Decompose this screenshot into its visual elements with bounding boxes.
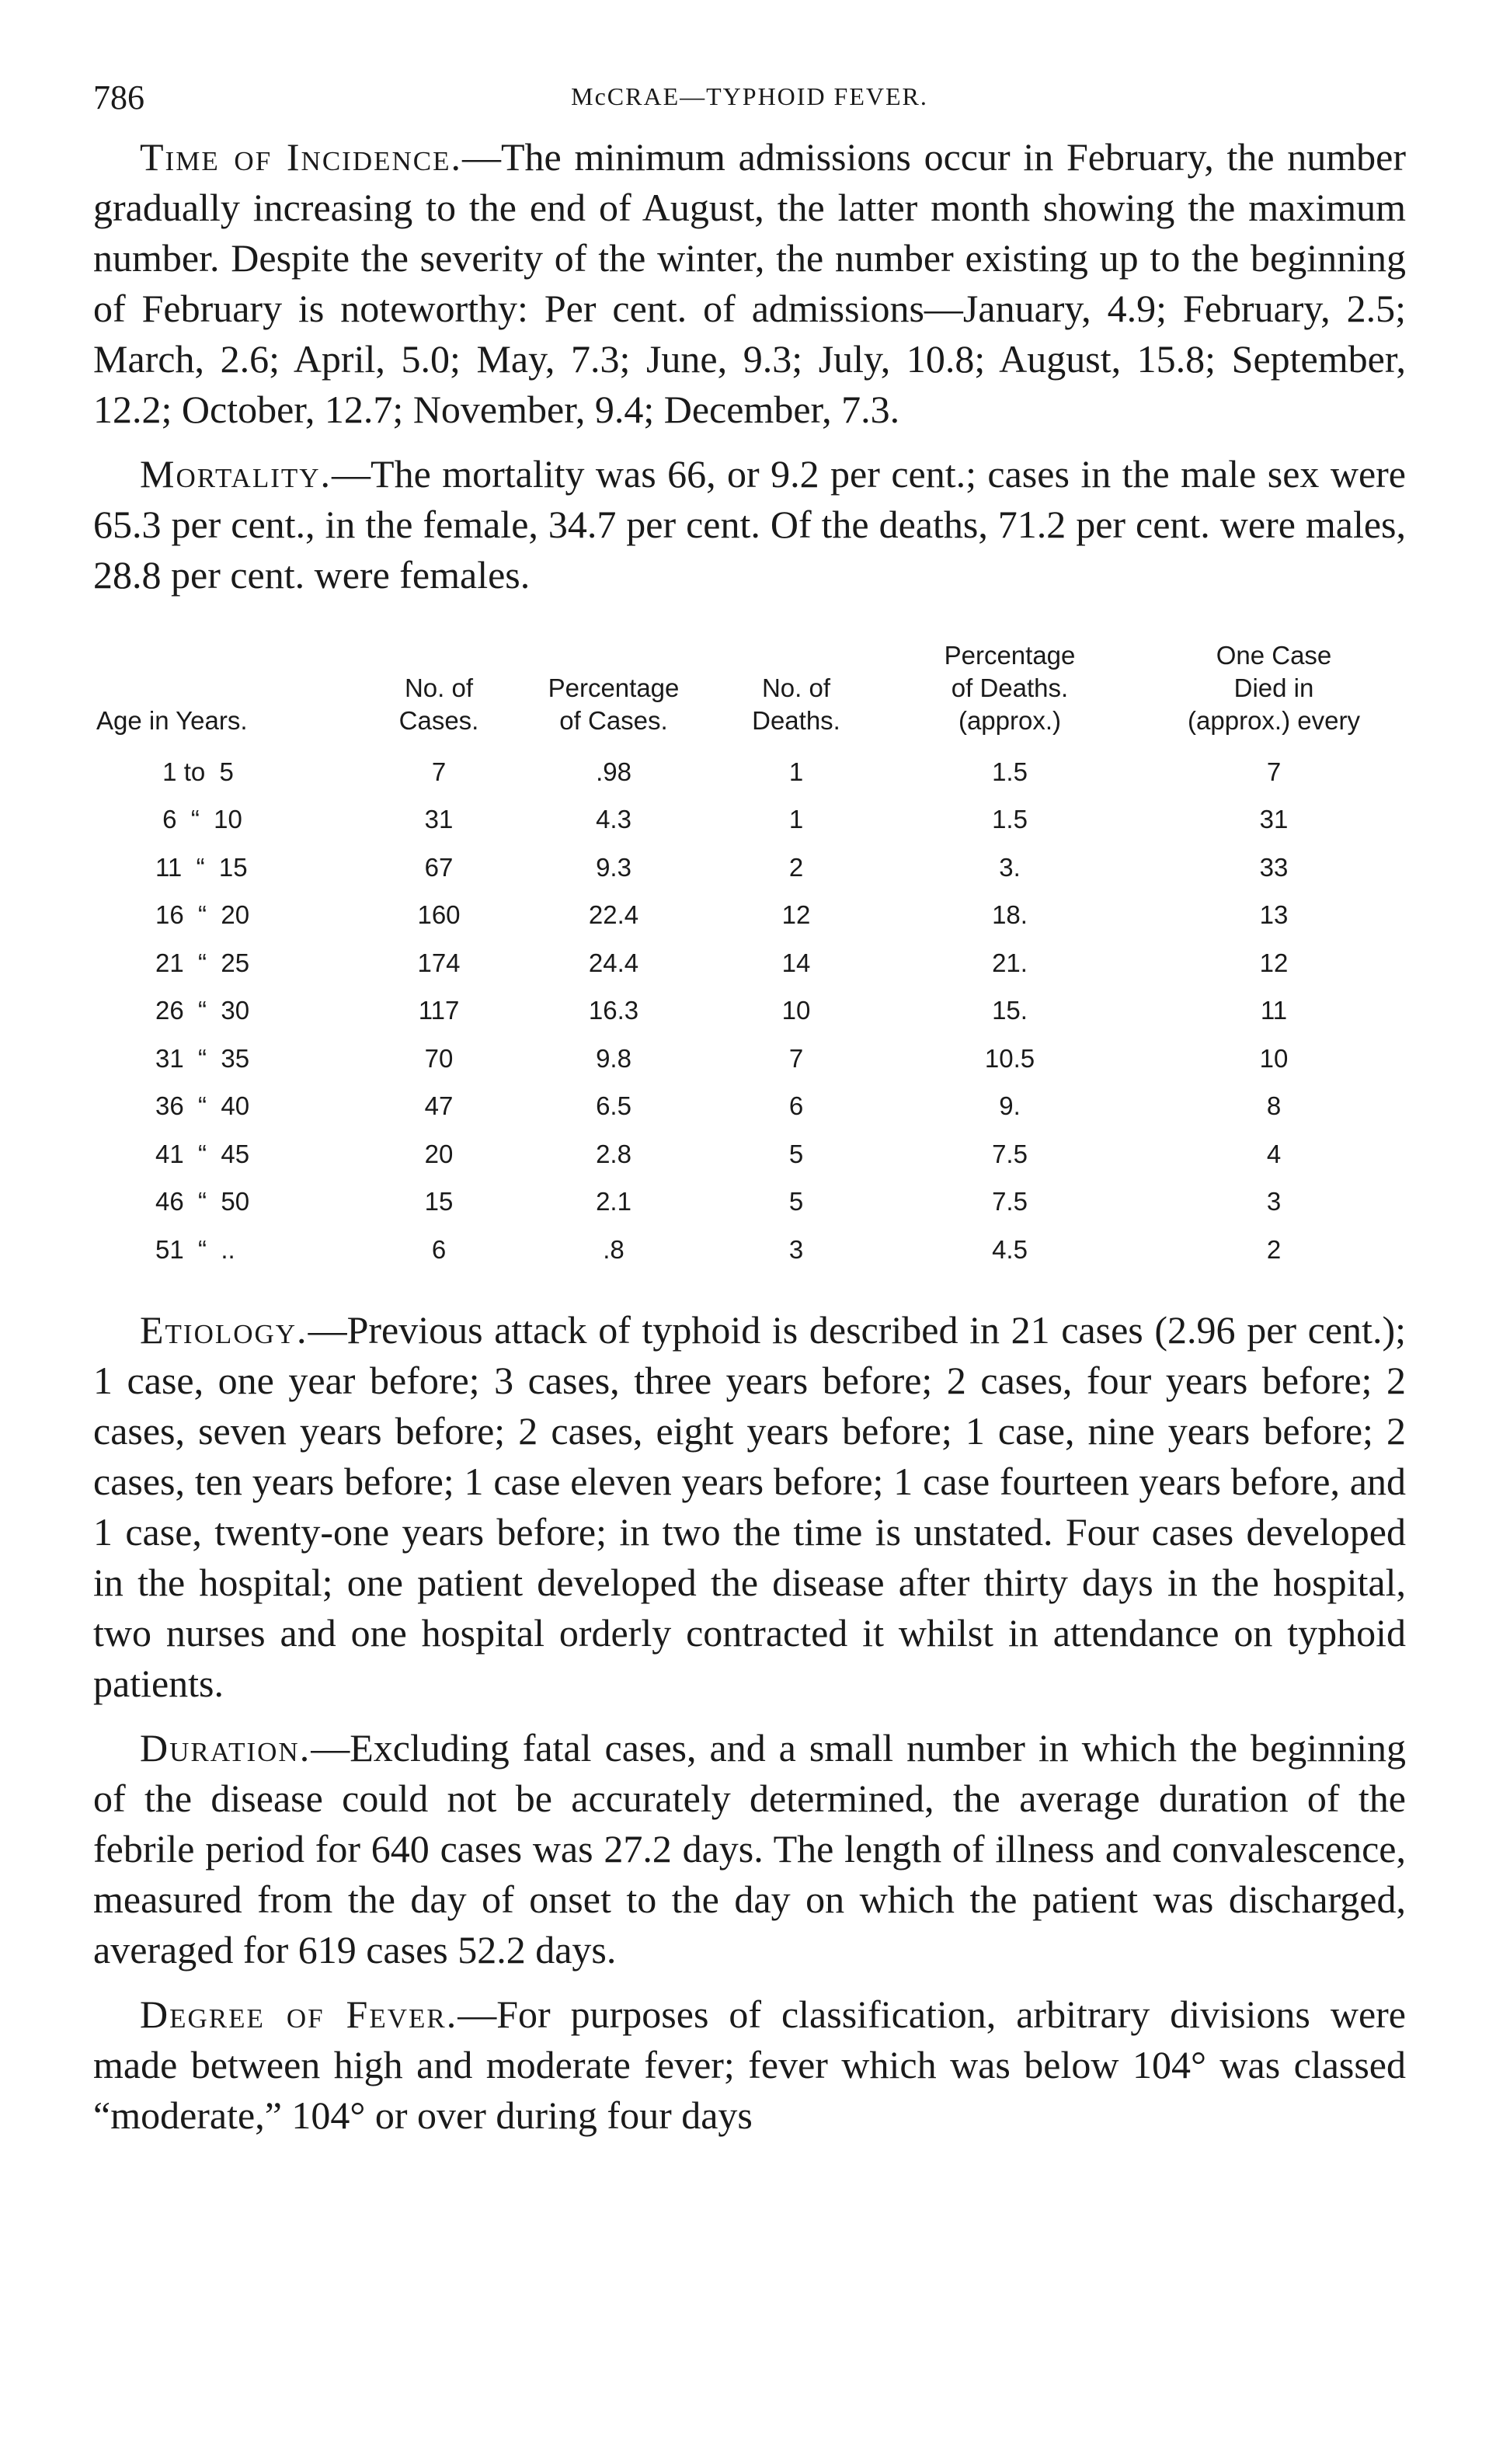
table-cell: 2 [1266, 1234, 1282, 1264]
header-text: (approx.) every [1188, 706, 1360, 735]
section-heading: Degree of Fever. [140, 1992, 458, 2036]
table-cell: 31 [1259, 805, 1289, 834]
table-cell: 1 to 5 [155, 757, 234, 786]
table-cell: 5 [788, 1139, 804, 1168]
table-cell: 2 [788, 852, 804, 882]
running-title: McCRAE—TYPHOID FEVER. [571, 82, 928, 110]
header-text: Cases. [398, 706, 479, 735]
table-cell: 21. [992, 948, 1028, 977]
table-cell: 6.5 [596, 1091, 631, 1121]
table-cell: 13 [1259, 900, 1289, 930]
table-cell: 36 “ 40 [155, 1091, 250, 1121]
table-cell: 8 [1266, 1091, 1282, 1121]
table-cell: 26 “ 30 [155, 996, 250, 1025]
table-cell: 4.5 [992, 1234, 1028, 1264]
header-deaths [715, 639, 878, 748]
table-cell: 2.1 [596, 1187, 631, 1216]
table-cell: 46 “ 50 [155, 1187, 250, 1216]
paragraph-time-of-incidence [93, 132, 1406, 435]
table-cell: 1.5 [992, 805, 1028, 834]
table-cell: 67 [424, 852, 454, 882]
header-text: No. of [761, 673, 831, 702]
table-cell: 10 [1259, 1043, 1289, 1073]
table-cell: 16 “ 20 [155, 900, 250, 930]
table-cell: 9. [999, 1091, 1021, 1121]
age-mortality-table [93, 639, 1406, 1274]
table-cell: .8 [603, 1234, 624, 1264]
table-cell: 11 “ 15 [155, 852, 248, 882]
table-cell: 6 [431, 1234, 447, 1264]
table-cell: 10.5 [984, 1043, 1035, 1073]
table-cell: 7 [788, 1043, 804, 1073]
header-pct-cases [513, 639, 715, 748]
header-text: Percentage [944, 641, 1076, 670]
table-row [93, 987, 1406, 1035]
table-cell: 51 “ .. [155, 1234, 235, 1264]
table-cell: 18. [992, 900, 1028, 930]
table-header-row [93, 639, 1406, 748]
header-text: No. of [404, 673, 474, 702]
paragraph-text: —Previous attack of typhoid is described in 21 cases (2.96 per cent.); 1 case, one year before; 3 cases, three years before; 2 cases, four years before; 2 cases, seven years before; 2 cases, eight years before; 1 case, nine years before; 2 cases, ten years before; 1 case eleven years before; 1 case fourteen years before, and 1 case, twenty-one years before; in two the time is unstated. Four cases developed in the hospital; one patient developed the disease after thirty days in the hospital, two nurses and one hospital orderly contracted it whilst in attendance on typhoid patients. [93, 1307, 1406, 1705]
header-text: Percentage [548, 673, 680, 702]
paragraph-duration [93, 1723, 1406, 1975]
table-row [93, 1226, 1406, 1274]
table-cell: 24.4 [588, 948, 639, 977]
table-cell: 1 [788, 757, 804, 786]
paragraph-mortality [93, 449, 1406, 600]
table-cell: 6 [788, 1091, 804, 1121]
table-cell: 7 [431, 757, 447, 786]
table-cell: 1.5 [992, 757, 1028, 786]
paragraph-text: —Excluding fatal cases, and a small number in which the beginning of the disease could not be accurately determined, the average duration of the febrile period for 640 cases was 27.2 days. The length of illness and convalescence, measured from the day of onset to the day on which the patient was discharged, averaged for 619 cases 52.2 days. [93, 1725, 1406, 1972]
table-cell: 160 [417, 900, 461, 930]
section-heading: Mortality. [140, 452, 332, 496]
table-cell: 21 “ 25 [155, 948, 250, 977]
header-text: (approx.) [958, 706, 1062, 735]
table-row [93, 1035, 1406, 1083]
header-text: of Deaths. [951, 673, 1069, 702]
table-cell: 7.5 [992, 1139, 1028, 1168]
table-row [93, 844, 1406, 892]
table-cell: 6 “ 10 [155, 805, 242, 834]
table-cell: 20 [424, 1139, 454, 1168]
table-cell: 14 [781, 948, 811, 977]
table-cell: 1 [788, 805, 804, 834]
table-row [93, 748, 1406, 796]
header-text: Died in [1233, 673, 1314, 702]
table-cell: .98 [596, 757, 631, 786]
table-cell: 31 “ 35 [155, 1043, 250, 1073]
table-cell: 15. [992, 996, 1028, 1025]
table-row [93, 1130, 1406, 1178]
paragraph-etiology [93, 1305, 1406, 1709]
page-number: 786 [93, 78, 144, 117]
table-cell: 22.4 [588, 900, 639, 930]
table-cell: 15 [424, 1187, 454, 1216]
header-text: of Cases. [559, 706, 668, 735]
table-cell: 9.8 [596, 1043, 631, 1073]
table-cell: 47 [424, 1091, 454, 1121]
paragraph-degree-of-fever [93, 1989, 1406, 2141]
paragraph-text: —For purposes of classification, arbitrary divisions were made between high and moderate fever; fever which was below 104° was classed “moderate,” 104° or over during four days [93, 1992, 1406, 2137]
table-cell: 12 [1259, 948, 1289, 977]
table-row [93, 939, 1406, 987]
header-pct-deaths [878, 639, 1142, 748]
table-cell: 70 [424, 1043, 454, 1073]
table-cell: 16.3 [588, 996, 639, 1025]
table-cell: 10 [781, 996, 811, 1025]
section-heading: Etiology. [140, 1307, 308, 1352]
running-head [93, 78, 1406, 132]
table-cell: 3. [999, 852, 1021, 882]
header-text: Age in Years. [96, 706, 248, 735]
header-age [93, 639, 365, 748]
section-heading: Duration. [140, 1725, 311, 1770]
section-heading: Time of Incidence. [140, 135, 462, 179]
table-cell: 3 [788, 1234, 804, 1264]
table-cell: 5 [788, 1187, 804, 1216]
table-cell: 7.5 [992, 1187, 1028, 1216]
table-cell: 2.8 [596, 1139, 631, 1168]
table-row [93, 1178, 1406, 1227]
paragraph-text: —The minimum admissions occur in February, the number gradually increasing to the end of August, the latter month showing the maximum number. Despite the severity of the winter, the number existing up to the beginning of February is noteworthy: Per cent. of admissions—January, 4.9; February, 2.5; March, 2.6; April, 5.0; May, 7.3; June, 9.3; July, 10.8; August, 15.8; September, 12.2; October, 12.7; November, 9.4; December, 7.3. [93, 135, 1406, 431]
table-cell: 31 [424, 805, 454, 834]
header-text: Deaths. [752, 706, 840, 735]
table-cell: 3 [1266, 1187, 1282, 1216]
table-cell: 12 [781, 900, 811, 930]
table-cell: 117 [418, 996, 460, 1025]
table-cell: 174 [417, 948, 461, 977]
table-cell: 7 [1266, 757, 1282, 786]
book-page [93, 78, 1406, 2155]
table-cell: 33 [1259, 852, 1289, 882]
header-one-case-died [1142, 639, 1406, 748]
table-cell: 4.3 [596, 805, 631, 834]
table-row [93, 796, 1406, 844]
table-cell: 4 [1266, 1139, 1282, 1168]
paragraph-text: —The mortality was 66, or 9.2 per cent.; cases in the male sex were 65.3 per cent., in the female, 34.7 per cent. Of the deaths, 71.2 per cent. were males, 28.8 per cent. were females. [93, 452, 1406, 597]
table-row [93, 892, 1406, 940]
header-text: One Case [1216, 641, 1332, 670]
table-cell: 11 [1260, 996, 1288, 1025]
table-cell: 9.3 [596, 852, 631, 882]
header-cases [365, 639, 513, 748]
table-row [93, 1083, 1406, 1131]
table-cell: 41 “ 45 [155, 1139, 250, 1168]
